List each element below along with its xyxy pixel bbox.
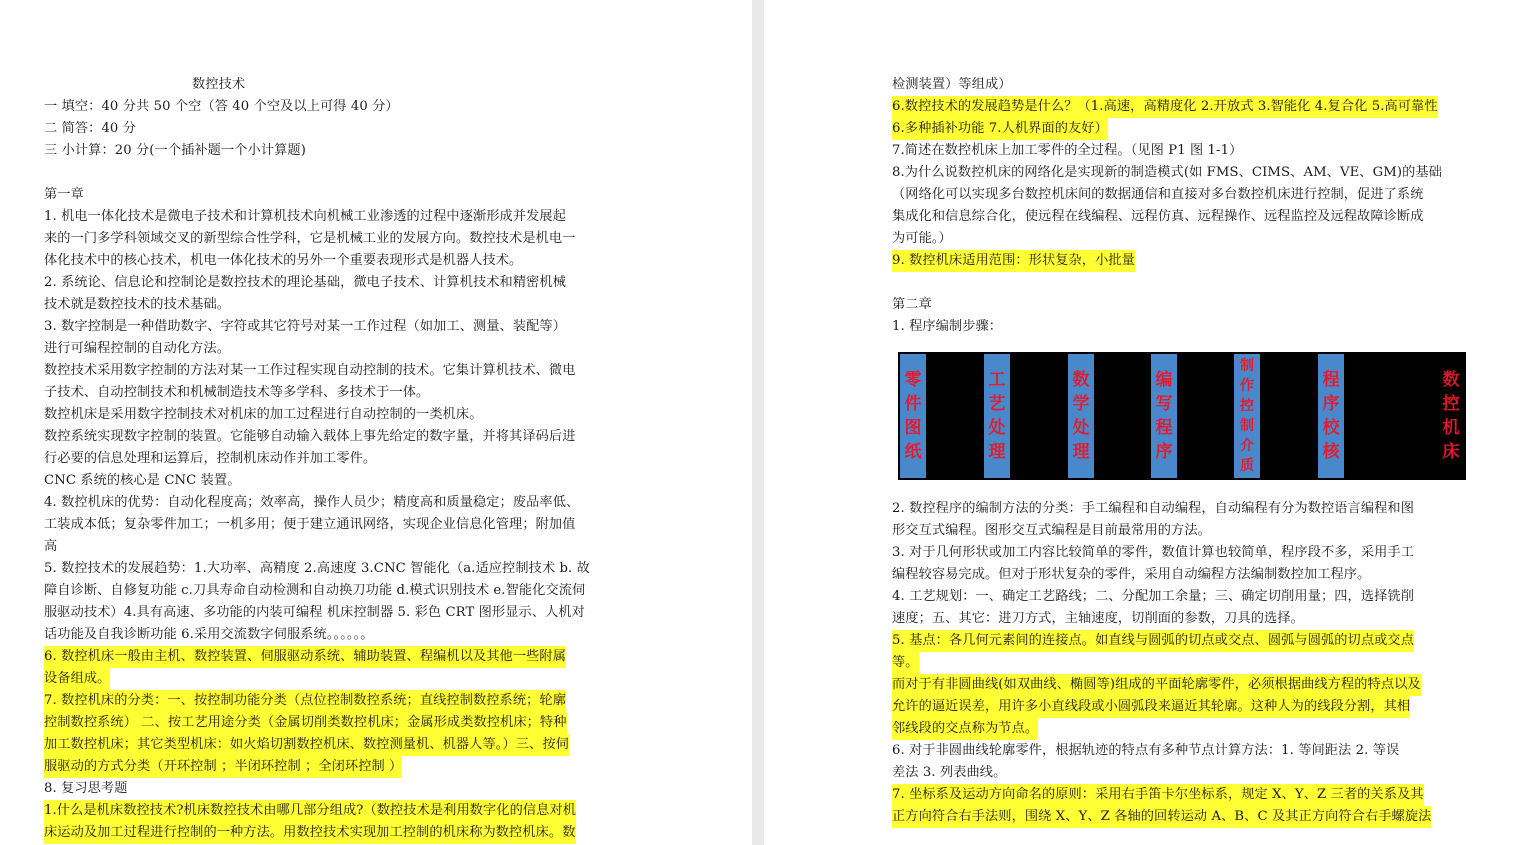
text-line (892, 162, 1478, 184)
flow-step-7: 数 控 机 床 (1442, 370, 1460, 462)
text-line (892, 316, 1478, 338)
text-line-content: 5. 基点：各几何元素间的连接点。如直线与圆弧的切点或交点、圆弧与圆弧的切点或交点 (892, 630, 1414, 652)
text-line-content: 二 简答：40 分 (44, 121, 137, 136)
text-line (44, 162, 630, 184)
text-line (44, 184, 630, 206)
text-line (44, 118, 630, 140)
right-page-text (892, 74, 1478, 828)
text-line (44, 580, 630, 602)
text-line-content: 1.什么是机床数控技术?机床数控技术由哪几部分组成?（数控技术是利用数字化的信息对机 (44, 800, 576, 822)
text-line-content: 允许的逼近误差，用许多小直线段或小圆弧段来逼近其轮廓。这种人为的线段分割，其相 (892, 696, 1410, 718)
text-line-content: 3. 数字控制是一种借助数字、字符或其它符号对某一工作过程（如加工、测量、装配等） (44, 319, 566, 334)
text-line-content: 6.多种插补功能 7.人机界面的友好） (892, 118, 1108, 140)
flow-step-3: 数 学 处 理 (1068, 354, 1094, 478)
text-line-content: 数控系统实现数字控制的装置。它能够自动输入载体上事先给定的数字量，并将其译码后进 (44, 429, 576, 444)
text-line (44, 96, 630, 118)
text-line (44, 338, 630, 360)
text-line-content: （网络化可以实现多台数控机床间的数据通信和直接对多台数控机床进行控制，促进了系统 (892, 187, 1424, 202)
text-line-content: 6. 对于非圆曲线轮廓零件，根据轨迹的特点有多种节点计算方法：1. 等间距法 2. 等误 (892, 743, 1400, 758)
text-line-content: 体化技术中的核心技术，机电一体化技术的另外一个重要表现形式是机器人技术。 (44, 253, 523, 268)
text-line (44, 470, 630, 492)
text-line-content: 5. 数控技术的发展趋势：1.大功率、高精度 2.高速度 3.CNC 智能化（a.适应控制技术 b. 故 (44, 561, 590, 576)
text-line-content: 来的一门多学科领域交叉的新型综合性学科，它是机械工业的发展方向。数控技术是机电一 (44, 231, 576, 246)
text-line-content: 编程较容易完成。但对于形状复杂的零件，采用自动编程方法编制数控加工程序。 (892, 567, 1371, 582)
text-line-content: 1. 机电一体化技术是微电子技术和计算机技术向机械工业渗透的过程中逐渐形成并发展起 (44, 209, 566, 224)
left-page-text (44, 74, 630, 844)
text-line (44, 624, 630, 646)
highlighted-text-line (44, 712, 630, 734)
text-line (892, 184, 1478, 206)
text-line-content: 2. 数控程序的编制方法的分类：手工编程和自动编程，自动编程有分为数控语言编程和图 (892, 501, 1414, 516)
text-line (44, 206, 630, 228)
text-line-content: 8.为什么说数控机床的网络化是实现新的制造模式(如 FMS、CIMS、AM、VE、GM)的基础 (892, 165, 1442, 180)
text-line (44, 382, 630, 404)
text-line (892, 74, 1478, 96)
text-line (44, 558, 630, 580)
text-line-content: 工装成本低；复杂零件加工；一机多用；便于建立通讯网络，实现企业信息化管理；附加值 (44, 517, 576, 532)
text-line-content: 数控技术 (192, 77, 246, 92)
text-line-content: 差法 3. 列表曲线。 (892, 765, 1007, 780)
text-line-content: 8. 复习思考题 (44, 781, 128, 796)
text-line-content: 服驱动的方式分类（开环控制 ；半闭环控制 ；全闭环控制 ） (44, 756, 402, 778)
text-line-content: 为可能。） (892, 231, 952, 246)
text-line (892, 740, 1478, 762)
text-line-content: 数控机床是采用数字控制技术对机床的加工过程进行自动控制的一类机床。 (44, 407, 483, 422)
flow-step-5: 制 作 控 制 介 质 (1234, 354, 1260, 478)
text-line-content: 子技术、自动控制技术和机械制造技术等多学科、多技术于一体。 (44, 385, 430, 400)
text-line-content: 高 (44, 539, 58, 554)
text-line-content: 障自诊断、自修复功能 c.刀具寿命自动检测和自动换刀功能 d.模式识别技术 e.智能化交流伺 (44, 583, 586, 598)
text-line (44, 228, 630, 250)
highlighted-text-line (892, 806, 1478, 828)
text-line (44, 294, 630, 316)
text-line (892, 498, 1478, 520)
text-line-content: 加工数控机床；其它类型机床：如火焰切割数控机床、数控测量机、机器人等。）三、按伺 (44, 734, 569, 756)
text-line-content: 等。 (892, 652, 919, 674)
text-line (44, 778, 630, 800)
flow-step-4: 编 写 程 序 (1151, 354, 1177, 478)
text-line-content: 进行可编程控制的自动化方法。 (44, 341, 231, 356)
document-page-right (764, 0, 1520, 845)
highlighted-text-line (892, 250, 1478, 272)
text-line (44, 140, 630, 162)
text-line-content: 4. 数控机床的优势：自动化程度高；效率高，操作人员少；精度高和质量稳定；废品率低、 (44, 495, 580, 510)
text-line-content: 服驱动技术）4.具有高速、多功能的内装可编程 机床控制器 5. 彩色 CRT 图形显示、人机对 (44, 605, 585, 620)
text-line (44, 492, 630, 514)
text-line (892, 542, 1478, 564)
text-line-content: 7. 数控机床的分类：一、按控制功能分类（点位控制数控系统；直线控制数控系统；轮廓 (44, 690, 566, 712)
text-line (44, 448, 630, 470)
right-page-text-bottom (892, 498, 1478, 828)
text-line (44, 272, 630, 294)
text-line (44, 404, 630, 426)
text-line (892, 608, 1478, 630)
highlighted-text-line (44, 734, 630, 756)
text-line-content: 而对于有非圆曲线(如双曲线、椭圆等)组成的平面轮廓零件，必须根据曲线方程的特点以及 (892, 674, 1421, 696)
text-line (892, 272, 1478, 294)
highlighted-text-line (44, 756, 630, 778)
text-line (892, 140, 1478, 162)
text-line (44, 426, 630, 448)
text-line-content: 形交互式编程。图形交互式编程是目前最常用的方法。 (892, 523, 1211, 538)
text-line (892, 206, 1478, 228)
text-line-content: 7. 坐标系及运动方向命名的原则：采用右手笛卡尔坐标系，规定 X、Y、Z 三者的关系及其 (892, 784, 1424, 806)
text-line-content: 控制数控系统） 二、按工艺用途分类（金属切削类数控机床；金属形成类数控机床；特种 (44, 712, 567, 734)
text-line-content: 邻线段的交点称为节点。 (892, 718, 1038, 740)
text-line (892, 520, 1478, 542)
highlighted-text-line (892, 696, 1478, 718)
text-line (892, 294, 1478, 316)
text-line (892, 762, 1478, 784)
text-line (44, 536, 630, 558)
text-line-content: 设备组成。 (44, 668, 110, 690)
text-line-content: 3. 对于几何形状或加工内容比较简单的零件，数值计算也较简单，程序段不多，采用手工 (892, 545, 1414, 560)
text-line-content: 1. 程序编制步骤： (892, 319, 1003, 334)
highlighted-text-line (44, 822, 630, 844)
text-line (44, 316, 630, 338)
programming-flow-diagram (898, 352, 1466, 480)
highlighted-text-line (44, 646, 630, 668)
highlighted-text-line (892, 630, 1478, 652)
text-line (892, 228, 1478, 250)
text-line-content: 速度；五、其它：进刀方式，主轴速度，切削面的参数，刀具的选择。 (892, 611, 1304, 626)
highlighted-text-line (892, 652, 1478, 674)
text-line (44, 514, 630, 536)
flow-step-1: 零 件 图 纸 (900, 354, 926, 478)
text-line-content: 7.简述在数控机床上加工零件的全过程。（见图 P1 图 1-1） (892, 143, 1243, 158)
text-line-content: 行必要的信息处理和运算后，控制机床动作并加工零件。 (44, 451, 377, 466)
text-line-content: 正方向符合右手法则，围绕 X、Y、Z 各轴的回转运动 A、B、C 及其正方向符合右手螺旋法 (892, 806, 1431, 828)
text-line-content: 数控技术采用数字控制的方法对某一工作过程实现自动控制的技术。它集计算机技术、微电 (44, 363, 576, 378)
highlighted-text-line (892, 718, 1478, 740)
text-line-content: 第二章 (892, 297, 932, 312)
highlighted-text-line (892, 118, 1478, 140)
highlighted-text-line (892, 784, 1478, 806)
text-line-content: 6. 数控机床一般由主机、数控装置、伺服驱动系统、辅助装置、程编机以及其他一些附属 (44, 646, 566, 668)
highlighted-text-line (44, 800, 630, 822)
highlighted-text-line (44, 668, 630, 690)
text-line-content: 第一章 (44, 187, 84, 202)
text-line (44, 360, 630, 382)
document-page-left (0, 0, 752, 845)
text-line-content: 4. 工艺规划：一、确定工艺路线；二、分配加工余量；三、确定切削用量；四，选择铣削 (892, 589, 1414, 604)
text-line (892, 564, 1478, 586)
text-line-content: 2. 系统论、信息论和控制论是数控技术的理论基础，微电子技术、计算机技术和精密机械 (44, 275, 566, 290)
right-page-text-top (892, 74, 1478, 338)
text-line-content: 三 小计算：20 分(一个插补题一个小计算题) (44, 143, 306, 158)
text-line (44, 250, 630, 272)
text-line (44, 602, 630, 624)
text-line-content: CNC 系统的核心是 CNC 装置。 (44, 473, 241, 488)
text-line-content: 一 填空：40 分共 50 个空（答 40 个空及以上可得 40 分） (44, 99, 399, 114)
highlighted-text-line (892, 674, 1478, 696)
highlighted-text-line (44, 690, 630, 712)
text-line (892, 586, 1478, 608)
highlighted-text-line (892, 96, 1478, 118)
text-line (44, 74, 630, 96)
text-line-content: 集成化和信息综合化，使远程在线编程、远程仿真、远程操作、远程监控及远程故障诊断成 (892, 209, 1424, 224)
text-line-content: 技术就是数控技术的技术基础。 (44, 297, 231, 312)
flow-step-2: 工 艺 处 理 (984, 354, 1010, 478)
text-line-content: 检测装置）等组成） (892, 77, 1012, 92)
text-line-content: 6.数控技术的发展趋势是什么？（1.高速，高精度化 2.开放式 3.智能化 4.复合化 5.高可靠性 (892, 96, 1438, 118)
text-line-content: 话功能及自我诊断功能 6.采用交流数字伺服系统。。。。。。 (44, 627, 374, 642)
text-line-content: 床运动及加工过程进行控制的一种方法。用数控技术实现加工控制的机床称为数控机床。数 (44, 822, 576, 844)
flow-step-6: 程 序 校 核 (1318, 354, 1344, 478)
text-line-content: 9. 数控机床适用范围：形状复杂，小批量 (892, 250, 1135, 272)
